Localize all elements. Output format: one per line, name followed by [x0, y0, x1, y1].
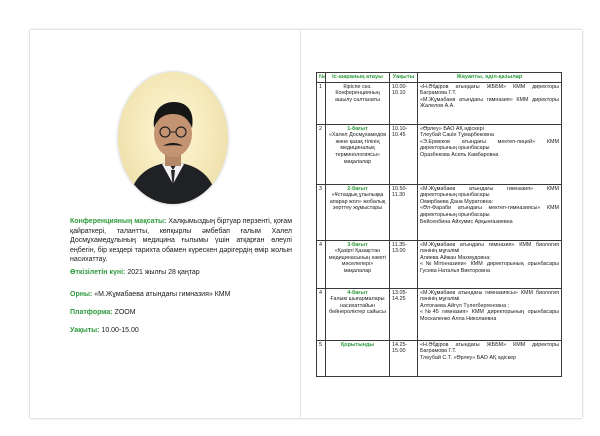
resp-line: «М.Жұмабаев атындағы гимназиясы» КММ биология пәнінің мұғалімі: [420, 289, 559, 303]
header-num: №: [317, 73, 326, 83]
purpose-label: Конференцияның мақсаты:: [70, 218, 167, 225]
resp-line: Тлеубай Саule Тұмарбековна: [420, 132, 494, 139]
row-event-title: Қорытынды: [340, 341, 374, 348]
row-event: [326, 184, 390, 240]
row-time: 14.25-15.00: [390, 340, 418, 376]
programme-table: [316, 72, 562, 377]
time-label: Уақыты:: [70, 327, 100, 334]
fold-line: [300, 30, 301, 418]
resp-line: Бейсенбина Айхумис Арқынғазиевна: [420, 218, 513, 225]
place-line: [70, 290, 292, 300]
row-time: 13.05-14.25: [390, 288, 418, 340]
resp-line: «Әл-Фараби атындағы мектеп-гимназиясы» КММ директорының орынбасары: [420, 205, 559, 218]
table-row: [317, 288, 562, 340]
row-time: 10.10-10.45: [390, 124, 418, 184]
table-row: [317, 184, 562, 240]
resp-line: Алиева Айжан Махмудовна;: [420, 254, 491, 261]
header-event: Іс-шараның атауы: [326, 73, 390, 83]
row-event: [326, 288, 390, 340]
row-event: [326, 240, 390, 288]
header-time: Уақыты: [390, 73, 418, 83]
platform-line: [70, 308, 292, 318]
resp-line: «№45 гимназия» КММ директорының орынбасары Москаленко Алла Николаевна: [420, 309, 559, 322]
resp-line: «Н.Әбдіров атындағы ЖББМ» КММ директоры Баграмова Г.Т.: [420, 341, 559, 355]
platform-value: ZOOM: [114, 309, 136, 316]
row-responsible: [418, 340, 562, 376]
row-event: [326, 82, 390, 124]
row-event-title: «Ұстаздық ұлылыққа апарар жол» жобалық зерттеу жұмыстары: [329, 192, 386, 212]
row-event-title: Кіріспе сөз. Конференцияның ашылу салтанаты: [335, 83, 380, 103]
resp-line: «М.Жұмабаев атындағы гимназия» КММ биология пәнінің мұғалімі: [420, 241, 559, 255]
row-direction: 3-бағыт: [347, 241, 368, 248]
resp-line: «№Мітінназияи» КММ директорының орынбасары Гусева Наталья Викторовна: [420, 261, 559, 274]
row-responsible: [418, 124, 562, 184]
time-value: 10.00-15.00: [101, 327, 139, 334]
row-responsible: [418, 82, 562, 124]
table-row: [317, 340, 562, 376]
row-event-title: «Қазіргі Қазақстан медицинасының өзекті мәселелері» мақалалар: [328, 248, 387, 274]
place-value: «М.Жұмабаева атындағы гимназия» КММ: [94, 291, 231, 298]
row-direction: 1-бағыт: [347, 125, 368, 132]
resp-line: «Н.Әбдіров атындағы ЖББМ» КММ директоры Баграмова Г.Т.: [420, 83, 559, 97]
row-time: 10.00-10.10: [390, 82, 418, 124]
resp-line: Оразбекова Асель Камбаровна: [420, 151, 499, 158]
row-num: 4: [317, 288, 326, 340]
row-responsible: [418, 240, 562, 288]
resp-line: «Өрлеу» БАО АҚ әдіскері: [420, 125, 484, 132]
resp-line: Тлеубай С.Т. «Өрлеу» БАО АҚ әдіскер: [420, 354, 517, 361]
row-direction: 2-бағыт: [347, 185, 368, 192]
place-label: Орны:: [70, 291, 93, 298]
row-num: 4: [317, 240, 326, 288]
purpose-text: Халқымыздың біртуар перзенті, қоғам қайраткері, талантты, көпқырлы әмбебап ғалым Халел Досмұхамедұлының медицина ғылымы үшін атқарған өлеулі еңбегін, бір кездері тарихта обамен күрескен дәрігердің өмір жолын насихаттау.: [70, 218, 293, 263]
table-row: [317, 124, 562, 184]
resp-line: «М.Жұмабаев атындағы гимназия» КММ директоры Жалелов А.А.: [420, 96, 559, 110]
row-num: 2: [317, 124, 326, 184]
row-event: [326, 340, 390, 376]
row-num: 1: [317, 82, 326, 124]
table-header-row: [317, 73, 562, 83]
row-event: [326, 124, 390, 184]
portrait-image: [118, 72, 228, 204]
resp-line: «Э.Ермеков атындағы мектеп-лицей» КММ директорының орынбасары: [420, 138, 559, 152]
purpose-block: [70, 217, 292, 265]
row-time: 10.50-11.30: [390, 184, 418, 240]
date-label: Өткізілетін күні:: [70, 269, 126, 276]
row-num: 5: [317, 340, 326, 376]
table-row: [317, 82, 562, 124]
resp-line: Алтоғаева Айгүл Түлегбергеновна ;: [420, 302, 510, 309]
platform-label: Платформа:: [70, 309, 113, 316]
date-value: 2021 жылғы 28 қаңтар: [127, 269, 200, 276]
header-responsible: Жауапты, әділ-қазылар: [418, 73, 562, 83]
row-event-title: «Халел Досмұхамедов және қазақ тілінің медициналық терминологиясы» мақалалар: [328, 132, 387, 165]
date-line: [70, 268, 292, 278]
table-row: [317, 240, 562, 288]
row-responsible: [418, 288, 562, 340]
resp-line: Омирбаева Дана Муратовна:: [420, 198, 494, 205]
row-num: 3: [317, 184, 326, 240]
row-time: 11.35-13.00: [390, 240, 418, 288]
row-event-title: Ғалым шығармалары насихаттайын бейнероліктер сайысы: [329, 296, 386, 316]
row-direction: 4-бағыт: [347, 289, 368, 296]
resp-line: «М.Жұмабаев атындағы гимназия» КММ директорының орынбасары: [420, 185, 559, 199]
row-responsible: [418, 184, 562, 240]
time-line: [70, 326, 292, 336]
